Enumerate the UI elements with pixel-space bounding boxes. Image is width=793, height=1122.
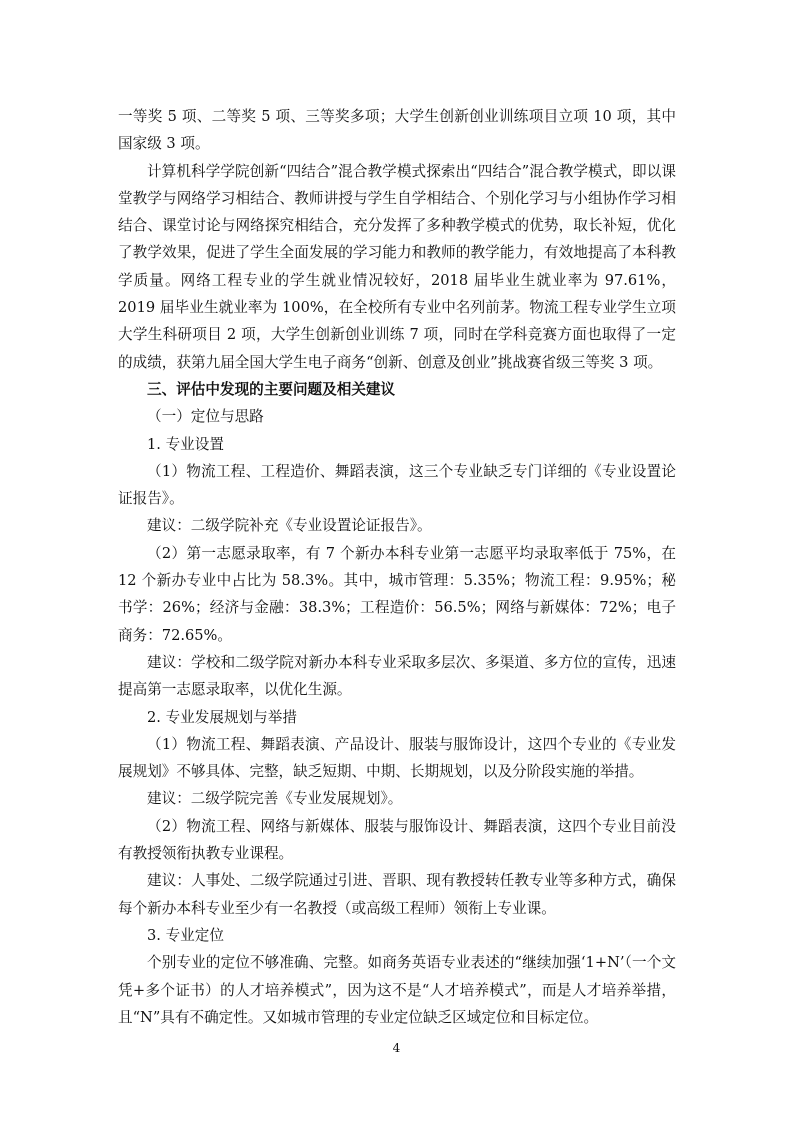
item-heading-major-positioning: 3. 专业定位 — [147, 926, 224, 944]
paragraph-issue-5: 个别专业的定位不够准确、完整。如商务英语专业表述的“继续加强‘1+N’（一个文凭+多个证书）的人才培养模式”，因为这不是“人才培养模式”，而是人才培养举措，且“N”具有不确定性。又如城市管理的专业定位缺乏区域定位和目标定位。 — [118, 954, 676, 1026]
paragraph-suggestion-4: 建议：人事处、二级学院通过引进、晋职、现有教授转任教专业等多种方式，确保每个新办本科专业至少有一名教授（或高级工程师）领衔上专业课。 — [118, 872, 676, 917]
paragraph-issue-3: （1）物流工程、舞蹈表演、产品设计、服装与服饰设计，这四个专业的《专业发展规划》不够具体、完整，缺乏短期、中期、长期规划，以及分阶段实施的举措。 — [118, 735, 676, 781]
section-heading-problems: 三、评估中发现的主要问题及相关建议 — [147, 380, 396, 398]
page-body — [118, 103, 676, 1031]
page-number: 4 — [392, 1041, 401, 1055]
paragraph-suggestion-2: 建议：学校和二级学院对新办本科专业采取多层次、多渠道、多方位的宣传，迅速提高第一志愿录取率，以优化生源。 — [118, 653, 676, 699]
item-heading-major-setup: 1. 专业设置 — [147, 435, 224, 453]
item-heading-development-plan: 2. 专业发展规划与举措 — [147, 708, 297, 726]
subsection-positioning: （一）定位与思路 — [147, 408, 264, 426]
paragraph-issue-2: （2）第一志愿录取率，有 7 个新办本科专业第一志愿平均录取率低于 75%，在 12 个新办专业中占比为 58.3%。其中，城市管理：5.35%；物流工程：9.95%；秘书学：26%；经济与金融：38.3%；工程造价：56.5%；网络与新媒体：72%；电子商务：72.65%。 — [118, 544, 676, 644]
paragraph-issue-1: （1）物流工程、工程造价、舞蹈表演，这三个专业缺乏专门详细的《专业设置论证报告》。 — [118, 462, 676, 508]
paragraph-awards-continued: 一等奖 5 项、二等奖 5 项、三等奖多项；大学生创新创业训练项目立项 10 项，其中国家级 3 项。 — [118, 108, 676, 153]
paragraph-issue-4: （2）物流工程、网络与新媒体、服装与服饰设计、舞蹈表演，这四个专业目前没有教授领衔执教专业课程。 — [118, 817, 676, 863]
paragraph-suggestion-3: 建议：二级学院完善《专业发展规划》。 — [147, 790, 403, 808]
paragraph-computer-science: 计算机科学学院创新“四结合”混合教学模式探索出“四结合”混合教学模式，即以课堂教学与网络学习相结合、教师讲授与学生自学相结合、个别化学习与小组协作学习相结合、课堂讨论与网络探究相结合，充分发挥了多种教学模式的优势，取长补短，优化了教学效果，促进了学生全面发展的学习能力和教师的教学能力，有效地提高了本科教学质量。网络工程专业的学生就业情况较好，2018 届毕业生就业率为 97.61%，2019 届毕业生就业率为 100%，在全校所有专业中名列前茅。物流工程专业学生立项大学生科研项目 2 项，大学生创新创业训练 7 项，同时在学科竞赛方面也取得了一定的成绩，获第九届全国大学生电子商务“创新、创意及创业”挑战赛省级三等奖 3 项。 — [118, 162, 676, 371]
paragraph-suggestion-1: 建议：二级学院补充《专业设置论证报告》。 — [147, 517, 432, 535]
